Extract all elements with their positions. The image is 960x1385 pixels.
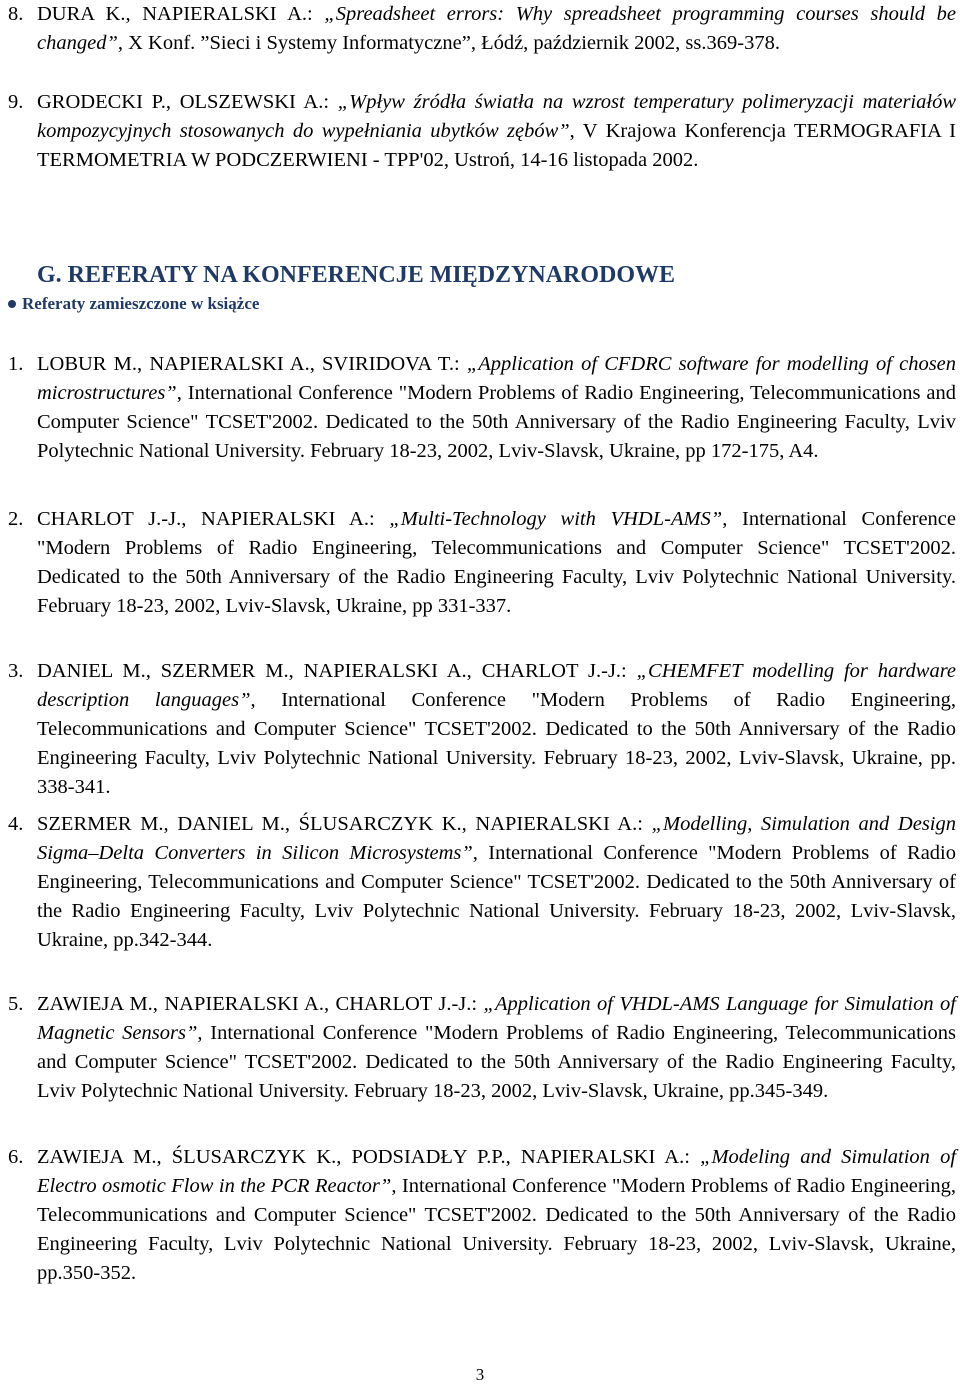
- section-subheading-text: Referaty zamieszczone w książce: [22, 294, 260, 313]
- reference-authors: DURA K., NAPIERALSKI A.:: [37, 3, 313, 25]
- section-heading: G. REFERATY NA KONFERENCJE MIĘDZYNARODOWE: [37, 262, 676, 288]
- reference-number: 3.: [8, 660, 24, 682]
- reference-authors: LOBUR M., NAPIERALSKI A., SVIRIDOVA T.:: [37, 353, 460, 375]
- reference-authors: GRODECKI P., OLSZEWSKI A.:: [37, 91, 330, 113]
- reference-body: [37, 810, 956, 955]
- reference-item: [8, 88, 956, 175]
- reference-details: , International Conference "Modern Problems of Radio Engineering, Telecommunications and Computer Science" TCSET'2002. Dedicated to the 50th Anniversary of the Radio Engineering Faculty, Lviv Polytechnic National University. February 18-23, 2002, Lviv-Slavsk, Ukraine, pp 331-337.: [37, 508, 956, 617]
- reference-item: [8, 990, 956, 1106]
- reference-item: [8, 657, 956, 802]
- reference-title: „Multi-Technology with VHDL-AMS”: [389, 508, 723, 530]
- reference-body: [37, 990, 956, 1106]
- reference-details: , X Konf. ”Sieci i Systemy Informatyczne”, Łódź, październik 2002, ss.369-378.: [117, 32, 780, 54]
- reference-title: „Modeling and Simulation of Electro osmotic Flow in the PCR Reactor”: [37, 1146, 957, 1197]
- reference-details: , International Conference "Modern Problems of Radio Engineering, Telecommunications and Computer Science" TCSET'2002. Dedicated to the 50th Anniversary of the Radio Engineering Faculty, Lviv Polytechnic National University. February 18-23, 2002, Lviv-Slavsk, Ukraine, pp 172-175, A4.: [37, 382, 956, 462]
- reference-item: [8, 1143, 956, 1288]
- reference-title: „Modelling, Simulation and Design Sigma–Delta Converters in Silicon Microsystems”: [37, 813, 957, 864]
- reference-body: [37, 505, 956, 621]
- reference-title: „Application of VHDL-AMS Language for Simulation of Magnetic Sensors”: [37, 993, 956, 1044]
- reference-details: , V Krajowa Konferencja TERMOGRAFIA I TERMOMETRIA W PODCZERWIENI - TPP'02, Ustroń, 14-16 listopada 2002.: [37, 120, 956, 171]
- reference-title: „Wpływ źródła światła na wzrost temperatury polimeryzacji materiałów kompozycyjnych stosowanych do wypełniania ubytków zębów”: [37, 91, 956, 142]
- section-subheading: [8, 293, 259, 315]
- reference-details: , International Conference "Modern Problems of Radio Engineering, Telecommunications and Computer Science" TCSET'2002. Dedicated to the 50th Anniversary of the Radio Engineering Faculty, Lviv Polytechnic National University. February 18-23, 2002, Lviv-Slavsk, Ukraine, pp. 338-341.: [37, 689, 956, 798]
- reference-number: 9.: [8, 91, 24, 113]
- reference-authors: ZAWIEJA M., ŚLUSARCZYK K., PODSIADŁY P.P., NAPIERALSKI A.:: [37, 1146, 690, 1168]
- reference-item: [8, 350, 956, 466]
- reference-title: „Application of CFDRC software for modelling of chosen microstructures”: [37, 353, 957, 404]
- reference-body: [37, 350, 956, 466]
- reference-number: 4.: [8, 813, 24, 835]
- reference-title: „CHEMFET modelling for hardware description languages”: [37, 660, 957, 711]
- bullet-icon: [8, 300, 16, 308]
- reference-authors: DANIEL M., SZERMER M., NAPIERALSKI A., CHARLOT J.-J.:: [37, 660, 627, 682]
- reference-details: , International Conference "Modern Problems of Radio Engineering, Telecommunications and Computer Science" TCSET'2002. Dedicated to the 50th Anniversary of the Radio Engineering Faculty, Lviv Polytechnic National University. February 18-23, 2002, Lviv-Slavsk, Ukraine, pp.345-349.: [37, 1022, 956, 1102]
- reference-details: , International Conference "Modern Problems of Radio Engineering, Telecommunications and Computer Science" TCSET'2002. Dedicated to the 50th Anniversary of the Radio Engineering Faculty, Lviv Polytechnic National University. February 18-23, 2002, Lviv-Slavsk, Ukraine, pp.342-344.: [37, 842, 956, 951]
- reference-authors: ZAWIEJA M., NAPIERALSKI A., CHARLOT J.-J.:: [37, 993, 478, 1015]
- reference-body: [37, 657, 956, 802]
- reference-authors: CHARLOT J.-J., NAPIERALSKI A.:: [37, 508, 375, 530]
- reference-body: [37, 88, 956, 175]
- reference-number: 8.: [8, 3, 24, 25]
- reference-number: 5.: [8, 993, 24, 1015]
- reference-details: , International Conference "Modern Problems of Radio Engineering, Telecommunications and Computer Science" TCSET'2002. Dedicated to the 50th Anniversary of the Radio Engineering Faculty, Lviv Polytechnic National University. February 18-23, 2002, Lviv-Slavsk, Ukraine, pp.350-352.: [37, 1175, 956, 1284]
- page-number: 3: [475, 1365, 485, 1384]
- reference-body: [37, 0, 956, 58]
- reference-number: 1.: [8, 353, 24, 375]
- reference-number: 2.: [8, 508, 24, 530]
- reference-title: „Spreadsheet errors: Why spreadsheet programming courses should be changed”: [37, 3, 956, 54]
- reference-body: [37, 1143, 956, 1288]
- reference-item: [8, 0, 956, 58]
- reference-item: [8, 810, 956, 955]
- reference-authors: SZERMER M., DANIEL M., ŚLUSARCZYK K., NAPIERALSKI A.:: [37, 813, 643, 835]
- reference-number: 6.: [8, 1146, 24, 1168]
- reference-item: [8, 505, 956, 621]
